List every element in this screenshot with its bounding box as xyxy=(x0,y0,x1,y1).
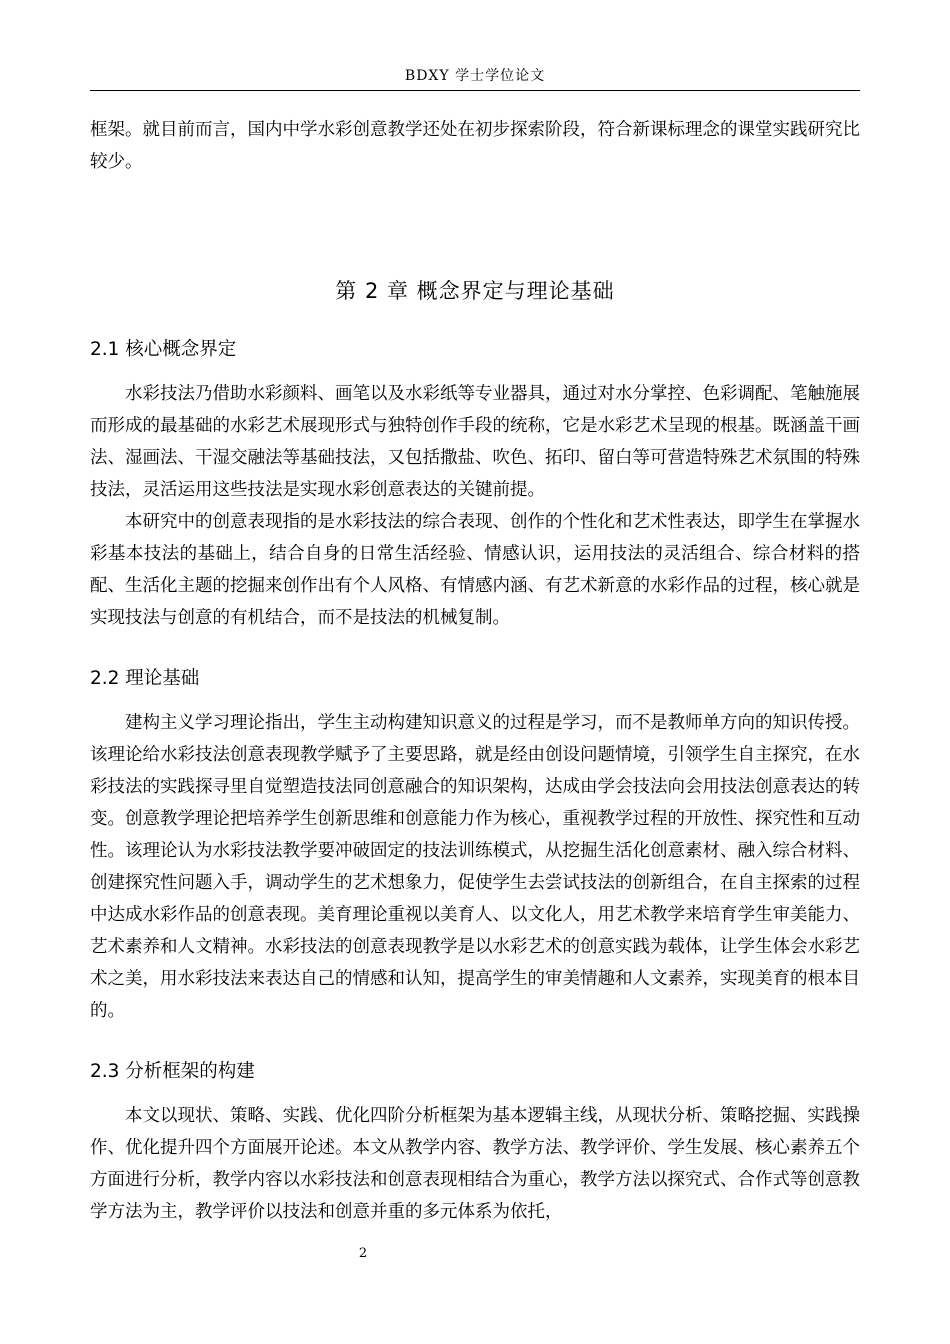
chapter-title: 第 2 章 概念界定与理论基础 xyxy=(335,279,615,303)
page-number: 2 xyxy=(358,1246,368,1261)
section-title-2-1: 2.1 核心概念界定 xyxy=(90,339,237,360)
section-title-2-3: 2.3 分析框架的构建 xyxy=(90,1061,255,1082)
carryover-paragraph: 框架。就目前而言，国内中学水彩创意教学还处在初步探索阶段，符合新课标理念的课堂实践研究比较少。 xyxy=(90,120,860,172)
paragraph-2-1-a: 水彩技法乃借助水彩颜料、画笔以及水彩纸等专业器具，通过对水分掌控、色彩调配、笔触施展而形成的最基础的水彩艺术展现形式与独特创作手段的统称，它是水彩艺术呈现的根基。既涵盖干画法、湿画法、干湿交融法等基础技法，又包括撒盐、吹色、拓印、留白等可营造特殊艺术氛围的特殊技法，灵活运用这些技法是实现水彩创意表达的关键前提。 xyxy=(90,384,860,500)
page-body xyxy=(90,114,860,1228)
paragraph-2-3-a: 本文以现状、策略、实践、优化四阶分析框架为基本逻辑主线，从现状分析、策略挖掘、实践操作、优化提升四个方面展开论述。本文从教学内容、教学方法、教学评价、学生发展、核心素养五个方面进行分析，教学内容以水彩技法和创意表现相结合为重心，教学方法以探究式、合作式等创意教学方法为主，教学评价以技法和创意并重的多元体系为依托， xyxy=(90,1106,860,1222)
running-header: BDXY 学士学位论文 xyxy=(404,68,546,84)
section-title-2-2: 2.2 理论基础 xyxy=(90,668,200,689)
header-divider xyxy=(90,90,860,91)
paragraph-2-2-a: 建构主义学习理论指出，学生主动构建知识意义的过程是学习，而不是教师单方向的知识传授。该理论给水彩技法创意表现教学赋予了主要思路，就是经由创设问题情境，引领学生自主探究，在水彩技法的实践探寻里自觉塑造技法同创意融合的知识架构，达成由学会技法向会用技法创意表达的转变。创意教学理论把培养学生创新思维和创意能力作为核心，重视教学过程的开放性、探究性和互动性。该理论认为水彩技法教学要冲破固定的技法训练模式，从挖掘生活化创意素材、融入综合材料、创建探究性问题入手，调动学生的艺术想象力，促使学生去尝试技法的创新组合，在自主探索的过程中达成水彩作品的创意表现。美育理论重视以美育人、以文化人，用艺术教学来培育学生审美能力、艺术素养和人文精神。水彩技法的创意表现教学是以水彩艺术的创意实践为载体，让学生体会水彩艺术之美，用水彩技法来表达自己的情感和认知，提高学生的审美情趣和人文素养，实现美育的根本目的。 xyxy=(90,713,860,1021)
paragraph-2-1-b: 本研究中的创意表现指的是水彩技法的综合表现、创作的个性化和艺术性表达，即学生在掌握水彩基本技法的基础上，结合自身的日常生活经验、情感认识，运用技法的灵活组合、综合材料的搭配、生活化主题的挖掘来创作出有个人风格、有情感内涵、有艺术新意的水彩作品的过程，核心就是实现技法与创意的有机结合，而不是技法的机械复制。 xyxy=(90,512,860,628)
